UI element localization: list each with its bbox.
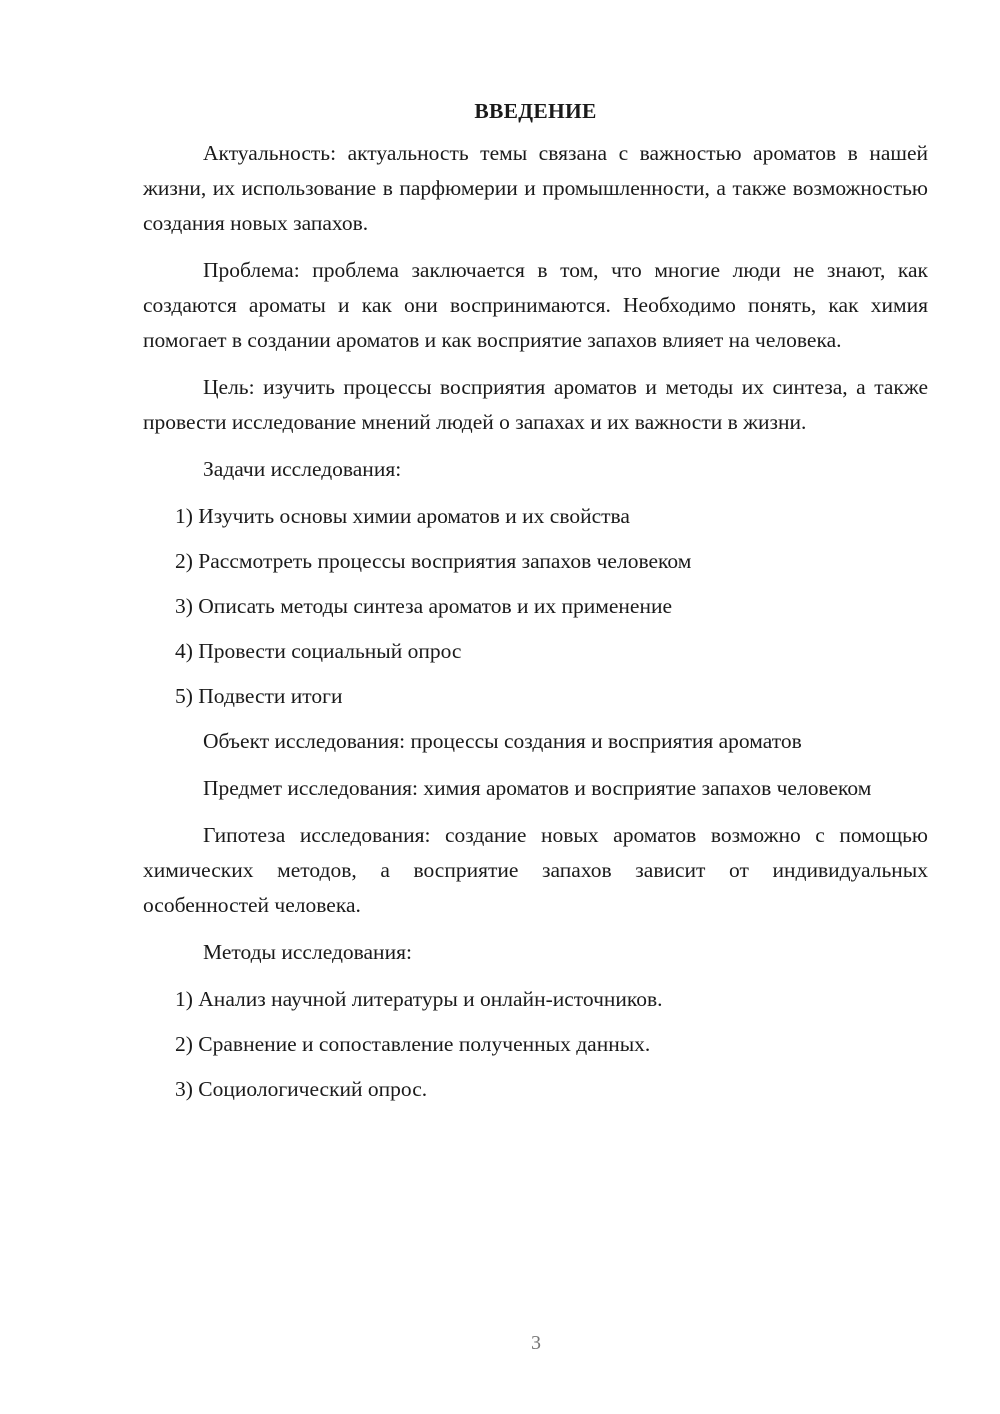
page-number: 3 <box>531 1332 541 1354</box>
goal-paragraph: Цель: изучить процессы восприятия ароматов и методы их синтеза, а также провести исследование мнений людей о запахах и их важности в жизни. <box>143 375 928 434</box>
relevance-paragraph: Актуальность: актуальность темы связана с важностью ароматов в нашей жизни, их использование в парфюмерии и промышленности, а также возможностью создания новых запахов. <box>143 141 928 235</box>
task-item-3: 3) Описать методы синтеза ароматов и их применение <box>175 594 672 618</box>
method-item-2: 2) Сравнение и сопоставление полученных данных. <box>175 1032 651 1056</box>
subject-paragraph: Предмет исследования: химия ароматов и восприятие запахов человеком <box>203 776 872 800</box>
object-paragraph: Объект исследования: процессы создания и восприятия ароматов <box>203 729 802 753</box>
task-item-4: 4) Провести социальный опрос <box>175 639 462 663</box>
methods-heading: Методы исследования: <box>203 940 412 964</box>
hypothesis-paragraph: Гипотеза исследования: создание новых ароматов возможно с помощью химических методов, а восприятие запахов зависит от индивидуальных особенностей человека. <box>143 823 928 917</box>
section-title: ВВЕДЕНИЕ <box>474 99 597 123</box>
problem-paragraph: Проблема: проблема заключается в том, что многие люди не знают, как создаются ароматы и как они воспринимаются. Необходимо понять, как химия помогает в создании ароматов и как восприятие запахов влияет на человека. <box>143 258 928 352</box>
method-item-3: 3) Социологический опрос. <box>175 1077 428 1101</box>
task-item-1: 1) Изучить основы химии ароматов и их свойства <box>175 504 630 528</box>
method-item-1: 1) Анализ научной литературы и онлайн-источников. <box>175 987 663 1011</box>
tasks-heading: Задачи исследования: <box>203 457 402 481</box>
task-item-2: 2) Рассмотреть процессы восприятия запахов человеком <box>175 549 692 573</box>
page-content <box>143 96 928 1117</box>
task-item-5: 5) Подвести итоги <box>175 684 343 708</box>
